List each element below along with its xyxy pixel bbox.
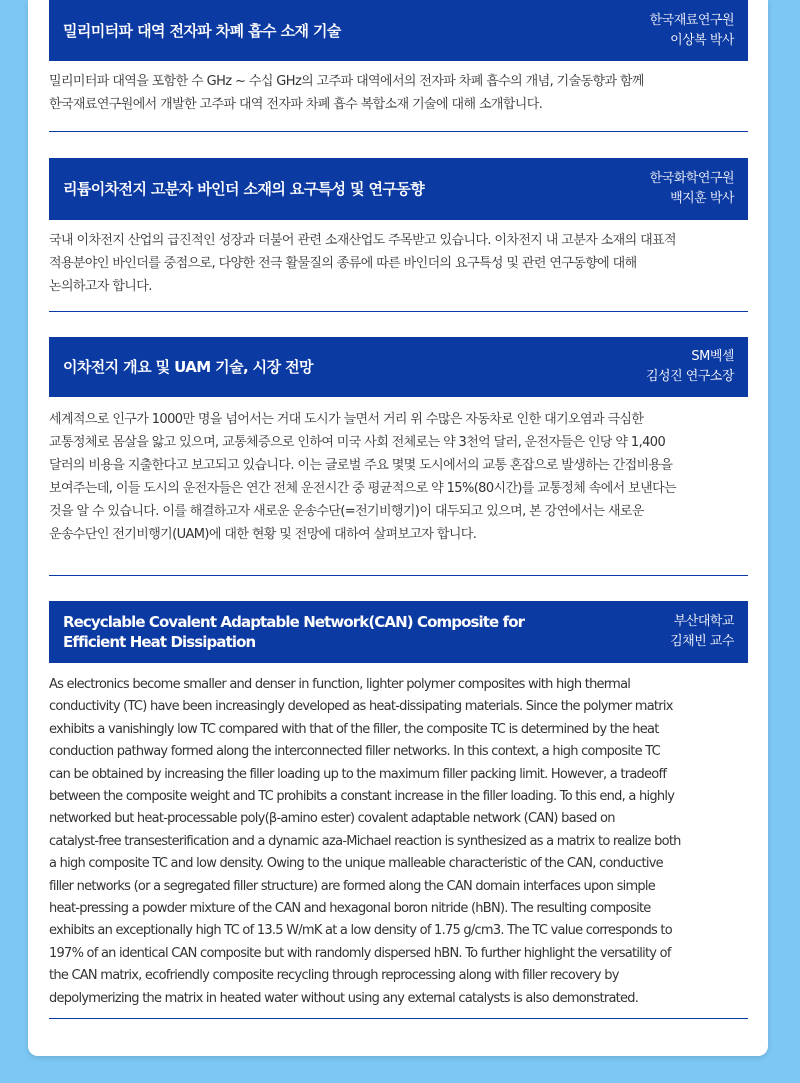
description-line: 197% of an identical CAN composite but with randomly dispersed hBN. To further highlight the versatility of — [49, 945, 671, 961]
description-line: heat-pressing a powder mixture of the CAN and hexagonal boron nitride (hBN). The resulting composite — [49, 901, 651, 917]
description-line: As electronics become smaller and denser in function, lighter polymer composites with high thermal — [49, 677, 631, 692]
description-line: 국내 이차전지 산업의 급진적인 성장과 더불어 관련 소재산업도 주목받고 있습니다. 이차전지 내 고분자 소재의 대표적 — [49, 233, 676, 248]
description-line: 달러의 비용을 지출한다고 보고되고 있습니다. 이는 글로벌 주요 몇몇 도시에서의 교통 혼잡으로 발생하는 간접비용을 — [49, 458, 673, 473]
session-4-title — [63, 612, 524, 652]
description-line: exhibits an exceptionally high TC of 13.5 W/mK at a low density of 1.75 g/cm3. The TC value corresponds to — [49, 923, 672, 939]
description-line: catalyst-free transesterification and a dynamic aza-Michael reaction is synthesized as a matrix to realize both — [49, 833, 681, 849]
session-3-description — [49, 397, 748, 546]
session-2-header — [49, 158, 748, 220]
session-4-speaker-block — [670, 612, 734, 652]
description-line: 적용분야인 바인더를 중점으로, 다양한 전극 활물질의 종류에 따른 바인더의 요구특성 및 관련 연구동향에 대해 — [49, 256, 637, 271]
description-line: 운송수단인 전기비행기(UAM)에 대한 현황 및 전망에 대하여 살펴보고자 합니다. — [49, 527, 477, 542]
description-line: exhibits a vanishingly low TC compared with that of the filler, the composite TC is determined by the heat — [49, 721, 659, 737]
session-3-title: 이차전지 개요 및 UAM 기술, 시장 전망 — [63, 358, 313, 376]
session-2-speaker-block — [650, 169, 734, 209]
description-line: 보여주는데, 이들 도시의 운전자들은 연간 전체 운전시간 중 평균적으로 약 15%(80시간)를 교통정체 속에서 보낸다는 — [49, 481, 676, 496]
session-3-affiliation: SM벡셀 — [691, 349, 734, 364]
description-line: 한국재료연구원에서 개발한 고주파 대역 전자파 차폐 흡수 복합소재 기술에 대해 소개합니다. — [49, 97, 543, 112]
session-2 — [49, 158, 748, 298]
description-line: a high composite TC and low density. Owing to the unique malleable characteristic of the CAN, conductive — [49, 856, 663, 872]
section-divider — [49, 131, 748, 132]
session-4-header — [49, 601, 748, 663]
session-4-speaker: 김채빈 교수 — [670, 634, 734, 649]
session-1-speaker-block — [650, 11, 734, 51]
session-2-affiliation: 한국화학연구원 — [649, 171, 734, 186]
description-line: can be obtained by increasing the filler loading up to the maximum filler packing limit. However, a tradeoff — [49, 766, 667, 782]
description-line: conduction pathway formed along the interconnected filler networks. In this context, a high composite TC — [49, 744, 660, 760]
session-4-title-line: Efficient Heat Dissipation — [63, 633, 256, 651]
session-3-speaker-block — [646, 347, 734, 387]
section-divider — [49, 311, 748, 312]
session-2-speaker: 백지훈 박사 — [670, 191, 734, 206]
description-line: 것을 알 수 있습니다. 이를 해결하고자 새로운 운송수단(=전기비행기)이 대두되고 있으며, 본 강연에서는 새로운 — [49, 504, 644, 519]
description-line: 세계적으로 인구가 1000만 명을 넘어서는 거대 도시가 늘면서 거리 위 수많은 자동차로 인한 대기오염과 극심한 — [49, 412, 644, 427]
session-1-description — [49, 61, 748, 116]
session-4-affiliation: 부산대학교 — [673, 614, 734, 629]
session-4-description — [49, 663, 748, 1010]
session-3-speaker: 김성진 연구소장 — [645, 369, 734, 384]
description-line: 밀리미터파 대역을 포함한 수 GHz ~ 수십 GHz의 고주파 대역에서의 전자파 차폐 흡수의 개념, 기술동향과 함께 — [49, 74, 644, 89]
description-line: 교통정체로 몸살을 앓고 있으며, 교통체증으로 인하여 미국 사회 전체로는 약 3천억 달러, 운전자들은 인당 약 1,400 — [49, 435, 666, 450]
session-2-title: 리튬이차전지 고분자 바인더 소재의 요구특성 및 연구동향 — [63, 180, 425, 198]
session-1-header — [49, 0, 748, 61]
description-line: 논의하고자 합니다. — [49, 279, 152, 294]
session-3-header — [49, 337, 748, 397]
session-4-title-line: Recyclable Covalent Adaptable Network(CAN) Composite for — [63, 613, 525, 631]
session-2-description — [49, 220, 748, 298]
description-line: the CAN matrix, ecofriendly composite recycling through reprocessing along with filler recovery by — [49, 968, 619, 984]
section-divider — [49, 1018, 748, 1019]
description-line: depolymerizing the matrix in heated water without using any external catalysts is also demonstrated. — [49, 990, 639, 1006]
session-1-speaker: 이상복 박사 — [670, 32, 734, 48]
session-1 — [49, 0, 748, 116]
section-divider — [49, 575, 748, 576]
session-1-title: 밀리미터파 대역 전자파 차폐 흡수 소재 기술 — [63, 21, 341, 40]
description-line: conductivity (TC) have been increasingly developed as heat-dissipating materials. Since the polymer matrix — [49, 699, 673, 715]
session-1-affiliation: 한국재료연구원 — [649, 12, 734, 28]
session-3 — [49, 337, 748, 546]
description-line: networked but heat-processable poly(β-amino ester) covalent adaptable network (CAN) based on — [49, 811, 615, 827]
description-line: filler networks (or a segregated filler structure) are formed along the CAN domain interfaces upon simple — [49, 878, 656, 894]
session-4 — [49, 601, 748, 1010]
description-line: between the composite weight and TC prohibits a constant increase in the filler loading. To this end, a highly — [49, 789, 675, 805]
